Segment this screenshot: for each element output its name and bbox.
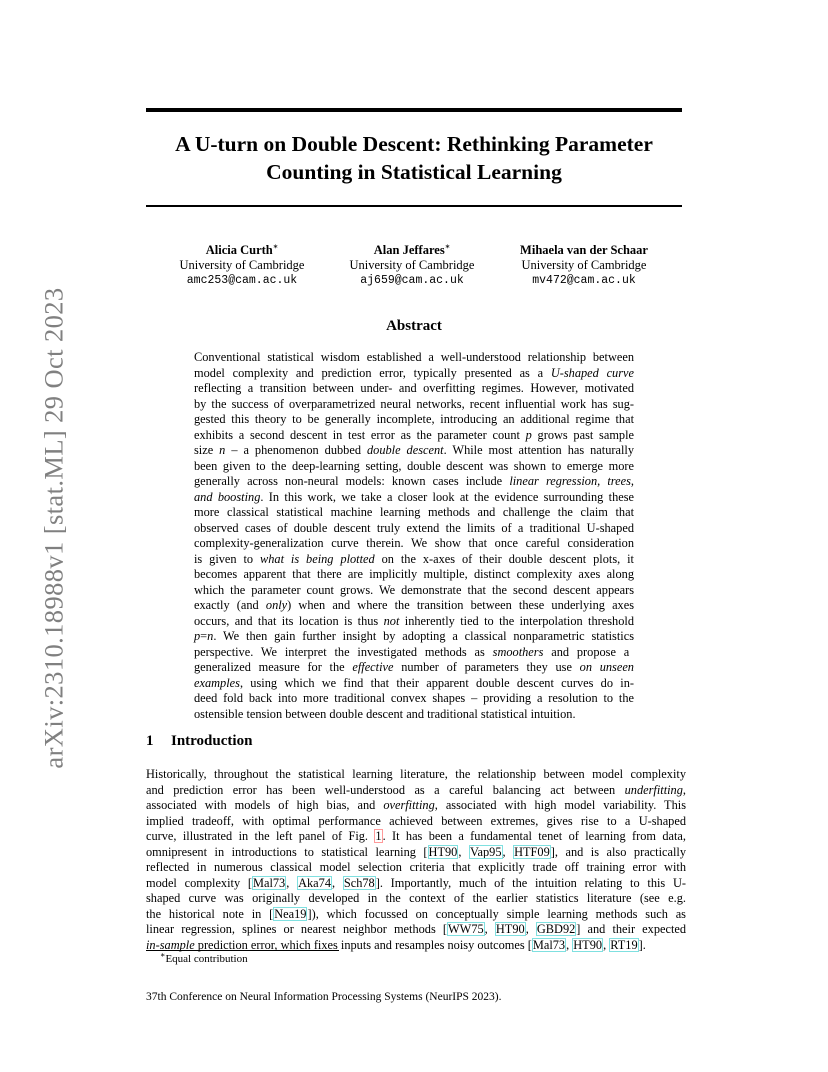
author-name: Alan Jeffares∗	[373, 241, 451, 257]
footnote-text: Equal contribution	[165, 953, 248, 965]
intro-line: shaped curve was originally developed in the context of the earlier statistics literature (see e.g.	[146, 891, 686, 905]
abstract-line: size n – a phenomenon dubbed double descent. While most attention has naturally	[194, 443, 635, 457]
intro-line: and prediction error has been well-understood as a careful balancing act between underfitting,	[146, 782, 686, 797]
abstract-line: observed cases of double descent truly extend the limits of a traditional U-shaped	[194, 520, 634, 535]
abstract-line: and boosting. In this work, we take a closer look at the evidence surrounding these	[194, 489, 635, 504]
arxiv-stamp-text: arXiv:2310.18988v1 [stat.ML] 29 Oct 2023	[38, 287, 69, 769]
title-rule-bottom	[146, 205, 682, 207]
abstract-heading: Abstract	[386, 318, 442, 334]
intro-line: implied tradeoff, with optimal performance achieved between extremes, gives rise to a U-shaped	[146, 813, 686, 828]
abstract-line: exhibits a second descent in test error as the parameter count p grows past sample	[194, 427, 634, 442]
title-rule-top	[146, 108, 682, 112]
abstract-line: perspective. We interpret the investigated methods as smoothers and propose a	[194, 644, 630, 659]
author-email[interactable]: amc253@cam.ac.uk	[186, 274, 298, 287]
abstract-line: p=n. We then gain further insight by adopting a classical nonparametric statistics	[194, 629, 634, 643]
author-email[interactable]: mv472@cam.ac.uk	[532, 274, 636, 287]
intro-line: omnipresent in introductions to statistical learning [HT90, Vap95, HTF09], and is also practically	[146, 844, 686, 859]
abstract-line: gested this theory to be generally incomplete, introducing an additional regime that	[194, 412, 634, 426]
footnote-rule	[146, 950, 339, 951]
author-affiliation: University of Cambridge	[521, 258, 647, 272]
author-affiliation: University of Cambridge	[349, 258, 475, 272]
abstract-line: becomes apparent that there are implicitly multiple, distinct complexity axes along	[194, 567, 634, 581]
abstract-line: generally across non-neural models: known cases include linear regression, trees,	[194, 474, 634, 488]
author-3	[504, 243, 664, 288]
abstract-line: model complexity and prediction error, typically presented as a U-shaped curve	[194, 365, 634, 380]
section-number: 1	[146, 733, 154, 749]
intro-line: linear regression, splines or nearest neighbor methods [WW75, HT90, GBD92] and their expected	[146, 922, 687, 936]
author-name: Mihaela van der Schaar	[520, 243, 648, 257]
abstract-line: which the parameter count grows. We demonstrate that the second descent appears	[194, 582, 634, 597]
abstract-line: ostensible tension between double descent and traditional statistical intuition.	[194, 706, 576, 721]
abstract-line: more classical statistical machine learning methods and challenge the claim that	[194, 505, 634, 519]
footnote	[160, 950, 248, 965]
abstract-line: reflecting a transition between under- and overfitting regimes. However, motivated	[194, 381, 634, 395]
author-1	[162, 243, 322, 288]
author-name: Alicia Curth∗	[205, 241, 279, 257]
abstract-line: been given to the deep-learning setting, double descent was shown to emerge more	[194, 458, 634, 473]
intro-line: curve, illustrated in the left panel of Fig. 1. It has been a fundamental tenet of learning from data,	[146, 829, 686, 843]
intro-line: model complexity [Mal73, Aka74, Sch78]. Importantly, much of the intuition relating to this U-	[146, 875, 686, 890]
intro-line: in-sample prediction error, which fixes inputs and resamples noisy outcomes [Mal73, HT90, RT19].	[146, 937, 646, 952]
venue-note: 37th Conference on Neural Information Processing Systems (NeurIPS 2023).	[146, 991, 502, 1003]
abstract-line: generalized measure for the effective number of parameters they use on unseen	[194, 660, 634, 674]
section-heading	[146, 733, 252, 750]
section-title: Introduction	[171, 733, 253, 749]
title-line: Counting in Statistical Learning	[266, 160, 562, 184]
title-line: A U-turn on Double Descent: Rethinking Parameter	[175, 132, 653, 156]
abstract-body	[194, 350, 634, 722]
abstract-line: is given to what is being plotted on the x-axes of their double descent plots, it	[194, 551, 634, 566]
intro-line: Historically, throughout the statistical learning literature, the relationship between model complexity	[146, 767, 686, 781]
footnote-mark: ∗	[160, 950, 166, 960]
author-email[interactable]: aj659@cam.ac.uk	[360, 274, 464, 287]
equal-contribution-mark: ∗	[444, 241, 451, 251]
abstract-line: by the success of overparametrized neural networks, recent influential work has sug-	[194, 396, 634, 411]
abstract-line: exactly (and only) when and where the transition between these underlying axes	[194, 598, 634, 612]
author-2	[332, 243, 492, 288]
abstract-line: complexity-generalization curve therein. We show that once careful consideration	[194, 536, 634, 550]
abstract-line: Conventional statistical wisdom established a well-understood relationship between	[194, 350, 634, 364]
equal-contribution-mark: ∗	[272, 241, 279, 251]
intro-line: associated with models of high bias, and overfitting, associated with high model variability. This	[146, 798, 687, 812]
intro-line: reflected in numerous classical model selection criteria that explicitly trade off training error with	[146, 860, 686, 874]
paper-title	[146, 130, 682, 186]
introduction-body	[146, 767, 686, 953]
abstract-line: occurs, and that its location is thus not inherently tied to the interpolation threshold	[194, 613, 634, 628]
author-affiliation: University of Cambridge	[179, 258, 305, 272]
abstract-line: deed fold back into more traditional convex shapes – providing a resolution to the	[194, 691, 634, 705]
abstract-line: examples, using which we find that their apparent double descent curves do in-	[194, 675, 634, 690]
intro-line: the historical note in [Nea19]), which focussed on conceptually simple learning methods such as	[146, 906, 686, 921]
